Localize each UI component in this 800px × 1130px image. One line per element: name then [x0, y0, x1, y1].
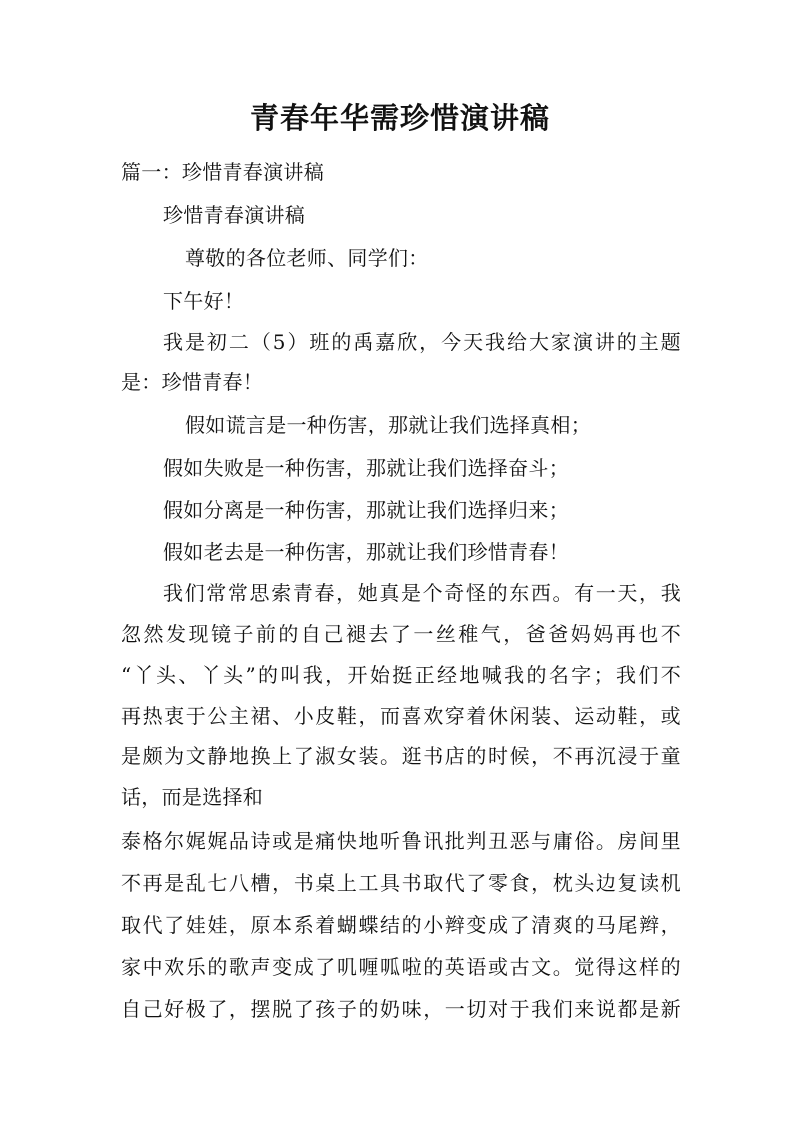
paragraph-line: 我是初二（5）班的禹嘉欣，今天我给大家演讲的主题 [163, 330, 681, 354]
paragraph-line: 是：珍惜青春！ [121, 370, 264, 394]
paragraph-line: 话，而是选择和 [121, 785, 264, 809]
paragraph-line: 取代了娃娃，原本系着蝴蝶结的小辫变成了清爽的马尾辫， [121, 913, 681, 937]
paragraph-line: 忽然发现镜子前的自己褪去了一丝稚气，爸爸妈妈再也不 [121, 622, 681, 646]
document-title: 青春年华需珍惜演讲稿 [249, 101, 550, 135]
salutation: 尊敬的各位老师、同学们： [185, 246, 429, 270]
poem-line: 假如老去是一种伤害，那就让我们珍惜青春！ [163, 540, 569, 564]
paragraph-line: “丫头、丫头”的叫我，开始挺正经地喊我的名字；我们不 [121, 663, 681, 687]
paragraph-line: 自己好极了，摆脱了孩子的奶味，一切对于我们来说都是新 [121, 997, 681, 1021]
paragraph-line: 是颇为文静地换上了淑女装。逛书店的时候，不再沉浸于童 [121, 744, 681, 768]
paragraph-line: 不再是乱七八槽，书桌上工具书取代了零食，枕头边复读机 [121, 871, 681, 895]
poem-line: 假如分离是一种伤害，那就让我们选择归来； [163, 498, 569, 522]
paragraph-line: 家中欢乐的歌声变成了叽喱呱啦的英语或古文。觉得这样的 [121, 955, 681, 979]
poem-line: 假如谎言是一种伤害，那就让我们选择真相； [185, 413, 591, 437]
paragraph-line: 再热衷于公主裙、小皮鞋，而喜欢穿着休闲装、运动鞋，或 [121, 704, 681, 728]
paragraph-line: 泰格尔娓娓品诗或是痛快地听鲁讯批判丑恶与庸俗。房间里 [121, 829, 681, 853]
paragraph-line: 我们常常思索青春，她真是个奇怪的东西。有一天，我 [163, 581, 681, 605]
speech-title: 珍惜青春演讲稿 [163, 203, 306, 227]
greeting: 下午好！ [163, 289, 245, 313]
section-heading: 篇一：珍惜青春演讲稿 [121, 160, 324, 184]
poem-line: 假如失败是一种伤害，那就让我们选择奋斗； [163, 456, 569, 480]
